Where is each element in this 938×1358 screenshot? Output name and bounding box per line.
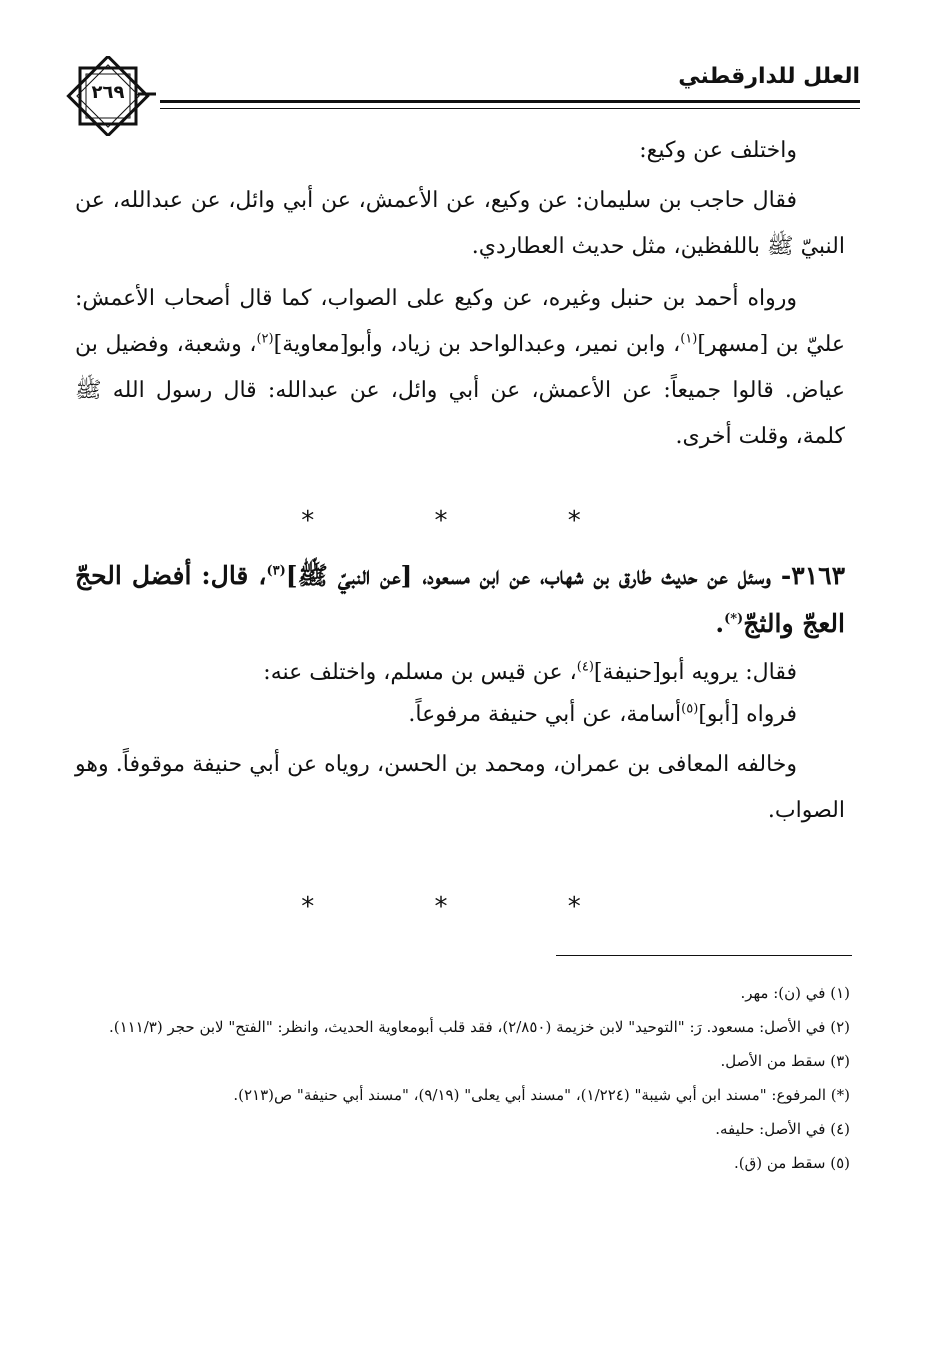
footnote: (٥) سقط من (ق). <box>733 1154 850 1172</box>
page-number-badge <box>60 56 156 136</box>
entry-text: ٣١٦٣- وسئل عن حديث طارق بن شهاب، عن ابن مسعود، [عن النبيّ ﷺ] <box>285 561 845 590</box>
paragraph <box>75 694 845 736</box>
footnote-ref: (٥) <box>681 701 699 717</box>
paragraph: فقال حاجب بن سليمان: عن وكيع، عن الأعمش، عن أبي وائل، عن عبدالله، عن النبيّ ﷺ باللفظين، مثل حديث العطاردي. <box>75 188 845 259</box>
paragraph-text: فرواه [أبو] <box>698 702 797 727</box>
paragraph-text: فقال: يرويه أبو[حنيفة] <box>593 660 797 685</box>
running-title: العلل للدارقطني <box>678 64 860 89</box>
entry-heading <box>75 552 845 648</box>
section-separator: * * * <box>301 892 637 922</box>
page-number: ٢٦٩ <box>91 82 125 103</box>
entry-text: . <box>715 609 725 638</box>
footnote: (٢) في الأصل: مسعود. رَ: "التوحيد" لابن خزيمة (٢/٨٥٠)، فقد قلب أبومعاوية الحديث، وانظر: "الفتح" لابن حجر (١١١/٣). <box>108 1018 850 1036</box>
paragraph: واختلف عن وكيع: <box>639 138 797 163</box>
footnote: (١) في (ن): مهر. <box>740 984 850 1002</box>
section-separator: * * * <box>301 506 637 536</box>
header-rule <box>160 100 860 103</box>
paragraph-text: ، وشعبة، وفضيل بن عياض. قالوا جميعاً: عن الأعمش، عن أبي وائل، عن عبدالله: قال رسول الله ﷺ كلمة، وقلت أخرى. <box>75 332 845 449</box>
footnote-ref: (٢) <box>256 331 274 347</box>
header-rule-thin <box>160 108 860 109</box>
paragraph-text: ورواه أحمد بن حنبل وغيره، عن وكيع على الصواب، كما قال أصحاب الأعمش: عليّ بن [مسهر] <box>75 286 845 357</box>
footnote: (*) المرفوع: "مسند ابن أبي شيبة" (١/٢٢٤)، "مسند أبي يعلى" (٩/١٩)، "مسند أبي حنيفة" ص(٢١٣). <box>233 1086 850 1104</box>
paragraph <box>75 276 845 460</box>
footnote-ref: (١) <box>680 331 698 347</box>
footnote-ref: (٣) <box>266 563 286 579</box>
page-header <box>60 56 860 136</box>
body-text-2 <box>75 552 845 834</box>
footnotes <box>80 976 850 1180</box>
footnote-ref: (*) <box>724 611 744 627</box>
paragraph-text: أسامة، عن أبي حنيفة مرفوعاً. <box>408 702 682 727</box>
entry-text: ، قال: أفضل الحجّ العجّ والثجّ <box>75 561 845 638</box>
footnote-rule <box>556 955 852 956</box>
paragraph <box>75 652 845 694</box>
body-text-1 <box>75 128 845 460</box>
footnote: (٤) في الأصل: حليفه. <box>715 1120 850 1138</box>
footnote: (٣) سقط من الأصل. <box>720 1052 850 1070</box>
paragraph-text: ، عن قيس بن مسلم، واختلف عنه: <box>263 660 577 685</box>
paragraph: وخالفه المعافى بن عمران، ومحمد بن الحسن، روياه عن أبي حنيفة موقوفاً. وهو الصواب. <box>75 752 845 823</box>
footnote-ref: (٤) <box>576 659 594 675</box>
paragraph-text: ، وابن نمير، وعبدالواحد بن زياد، وأبو[معاوية] <box>273 332 681 357</box>
